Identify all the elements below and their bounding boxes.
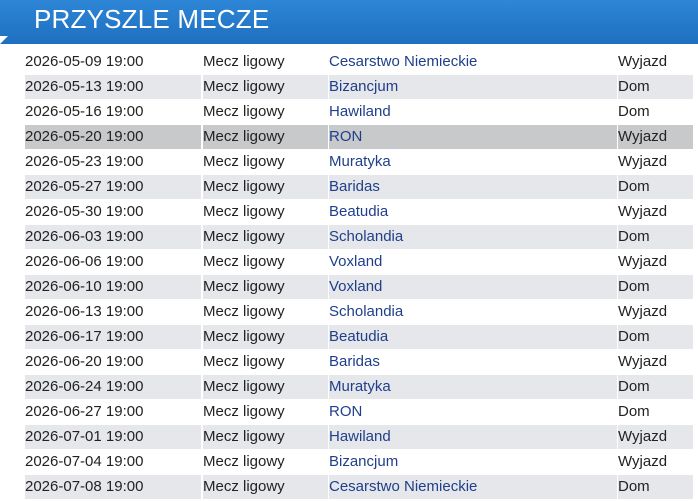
match-row[interactable] [25, 350, 698, 374]
column-divider [328, 450, 329, 474]
column-divider [201, 300, 202, 324]
column-divider [617, 400, 618, 424]
match-type: Mecz ligowy [202, 75, 328, 99]
match-row[interactable] [25, 200, 698, 224]
match-row[interactable] [25, 475, 698, 499]
column-divider [201, 125, 202, 149]
column-divider [617, 425, 618, 449]
opponent-link[interactable]: Cesarstwo Niemieckie [329, 53, 478, 70]
opponent-link[interactable]: RON [329, 403, 363, 420]
column-divider [617, 150, 618, 174]
match-row[interactable] [25, 425, 698, 449]
opponent-link[interactable]: Hawiland [329, 428, 391, 445]
match-date: 2026-07-01 19:00 [25, 428, 144, 445]
column-divider [201, 100, 202, 124]
match-date: 2026-06-06 19:00 [25, 253, 144, 270]
match-venue: Wyjazd [618, 203, 668, 220]
column-divider [201, 400, 202, 424]
match-type: Mecz ligowy [202, 175, 328, 199]
column-divider [617, 325, 618, 349]
match-venue: Wyjazd [618, 53, 668, 70]
match-row[interactable] [25, 275, 698, 299]
match-venue: Wyjazd [618, 453, 668, 470]
column-divider [201, 375, 202, 399]
column-divider [201, 250, 202, 274]
column-divider [328, 425, 329, 449]
column-divider [201, 75, 202, 99]
column-divider [328, 175, 329, 199]
column-divider [617, 100, 618, 124]
match-row[interactable] [25, 325, 698, 349]
match-row[interactable] [25, 75, 698, 99]
column-divider [617, 300, 618, 324]
match-row[interactable] [25, 150, 698, 174]
match-venue: Dom [618, 278, 650, 295]
column-divider [201, 200, 202, 224]
opponent-link[interactable]: Beatudia [329, 203, 389, 220]
scrollbar-track[interactable] [693, 50, 698, 501]
column-divider [328, 225, 329, 249]
match-row[interactable] [25, 50, 698, 74]
match-date: 2026-07-08 19:00 [25, 478, 144, 495]
match-venue: Wyjazd [618, 428, 668, 445]
column-divider [201, 475, 202, 499]
match-date: 2026-05-13 19:00 [25, 78, 144, 95]
section-header [0, 0, 698, 44]
match-date: 2026-06-10 19:00 [25, 278, 144, 295]
opponent-link[interactable]: Cesarstwo Niemieckie [329, 478, 478, 495]
match-type: Mecz ligowy [202, 425, 328, 449]
match-venue: Wyjazd [618, 253, 668, 270]
column-divider [201, 275, 202, 299]
column-divider [328, 75, 329, 99]
match-type: Mecz ligowy [202, 400, 328, 424]
match-venue: Wyjazd [618, 303, 668, 320]
column-divider [328, 400, 329, 424]
match-type: Mecz ligowy [202, 375, 328, 399]
match-type: Mecz ligowy [202, 350, 328, 374]
match-venue: Dom [618, 228, 650, 245]
match-date: 2026-06-13 19:00 [25, 303, 144, 320]
column-divider [328, 325, 329, 349]
column-divider [617, 50, 618, 74]
match-venue: Wyjazd [618, 153, 668, 170]
match-venue: Dom [618, 78, 650, 95]
match-date: 2026-05-23 19:00 [25, 153, 144, 170]
column-divider [328, 475, 329, 499]
column-divider [617, 275, 618, 299]
match-date: 2026-05-30 19:00 [25, 203, 144, 220]
page-title: PRZYSZLE MECZE [34, 4, 270, 34]
column-divider [201, 425, 202, 449]
opponent-link[interactable]: Scholandia [329, 303, 404, 320]
match-venue: Wyjazd [618, 128, 668, 145]
column-divider [328, 125, 329, 149]
column-divider [617, 175, 618, 199]
match-row[interactable] [25, 450, 698, 474]
match-type: Mecz ligowy [202, 50, 328, 74]
header-notch [0, 36, 8, 44]
match-row[interactable] [25, 400, 698, 424]
opponent-link[interactable]: Hawiland [329, 103, 391, 120]
column-divider [617, 225, 618, 249]
match-date: 2026-05-20 19:00 [25, 128, 144, 145]
match-type: Mecz ligowy [202, 325, 328, 349]
match-date: 2026-05-27 19:00 [25, 178, 144, 195]
opponent-link[interactable]: Baridas [329, 353, 380, 370]
match-venue: Dom [618, 328, 650, 345]
match-row[interactable] [25, 375, 698, 399]
upcoming-matches-table [25, 50, 698, 500]
match-type: Mecz ligowy [202, 250, 328, 274]
column-divider [617, 250, 618, 274]
column-divider [328, 350, 329, 374]
column-divider [328, 375, 329, 399]
match-venue: Dom [618, 178, 650, 195]
match-type: Mecz ligowy [202, 100, 328, 124]
opponent-link[interactable]: Scholandia [329, 228, 404, 245]
match-type: Mecz ligowy [202, 475, 328, 499]
column-divider [328, 300, 329, 324]
column-divider [617, 350, 618, 374]
opponent-link[interactable]: Baridas [329, 178, 380, 195]
match-row[interactable] [25, 175, 698, 199]
match-type: Mecz ligowy [202, 300, 328, 324]
match-venue: Dom [618, 403, 650, 420]
column-divider [617, 475, 618, 499]
opponent-link[interactable]: RON [329, 128, 363, 145]
match-row[interactable] [25, 125, 698, 149]
opponent-link[interactable]: Bizancjum [329, 453, 399, 470]
opponent-link[interactable]: Muratyka [329, 378, 391, 395]
match-venue: Dom [618, 378, 650, 395]
column-divider [617, 450, 618, 474]
column-divider [201, 150, 202, 174]
match-type: Mecz ligowy [202, 275, 328, 299]
match-venue: Dom [618, 478, 650, 495]
column-divider [201, 350, 202, 374]
column-divider [328, 200, 329, 224]
column-divider [617, 375, 618, 399]
column-divider [201, 225, 202, 249]
match-venue: Wyjazd [618, 353, 668, 370]
match-type: Mecz ligowy [202, 200, 328, 224]
column-divider [328, 275, 329, 299]
match-row[interactable] [25, 225, 698, 249]
match-venue: Dom [618, 103, 650, 120]
match-type: Mecz ligowy [202, 450, 328, 474]
opponent-link[interactable]: Voxland [329, 253, 383, 270]
column-divider [201, 325, 202, 349]
column-divider [617, 125, 618, 149]
match-date: 2026-06-17 19:00 [25, 328, 144, 345]
match-date: 2026-05-09 19:00 [25, 53, 144, 70]
opponent-link[interactable]: Muratyka [329, 153, 391, 170]
column-divider [201, 50, 202, 74]
column-divider [201, 450, 202, 474]
column-divider [201, 175, 202, 199]
column-divider [328, 100, 329, 124]
match-type: Mecz ligowy [202, 150, 328, 174]
match-date: 2026-05-16 19:00 [25, 103, 144, 120]
match-type: Mecz ligowy [202, 125, 328, 149]
match-date: 2026-06-03 19:00 [25, 228, 144, 245]
match-row[interactable] [25, 300, 698, 324]
match-row[interactable] [25, 250, 698, 274]
column-divider [328, 250, 329, 274]
column-divider [328, 50, 329, 74]
opponent-link[interactable]: Bizancjum [329, 78, 399, 95]
column-divider [617, 200, 618, 224]
match-date: 2026-07-04 19:00 [25, 453, 144, 470]
column-divider [328, 150, 329, 174]
match-date: 2026-06-20 19:00 [25, 353, 144, 370]
opponent-link[interactable]: Beatudia [329, 328, 389, 345]
opponent-link[interactable]: Voxland [329, 278, 383, 295]
match-type: Mecz ligowy [202, 225, 328, 249]
column-divider [617, 75, 618, 99]
match-row[interactable] [25, 100, 698, 124]
match-date: 2026-06-27 19:00 [25, 403, 144, 420]
match-date: 2026-06-24 19:00 [25, 378, 144, 395]
